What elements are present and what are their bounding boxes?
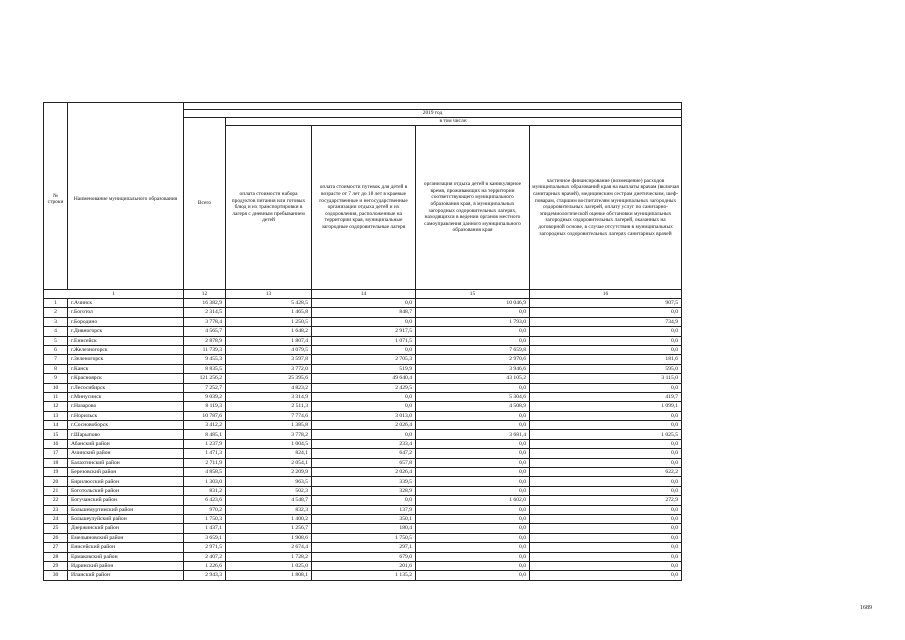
total-value: 3 659,1 <box>184 533 226 542</box>
row-number: 25 <box>44 524 68 533</box>
value-col-14: 350,1 <box>312 514 416 523</box>
value-col-15: 10 046,9 <box>416 299 530 308</box>
table-row <box>44 468 682 477</box>
value-col-14: 0,0 <box>312 317 416 326</box>
value-col-15: 1 602,0 <box>416 496 530 505</box>
value-col-13: 1 465,8 <box>226 308 312 317</box>
row-number: 13 <box>44 411 68 420</box>
table-row <box>44 496 682 505</box>
value-col-13: 1 728,2 <box>226 552 312 561</box>
municipality-name: Большемуртинский район <box>68 505 184 514</box>
value-col-14: 2 026,4 <box>312 421 416 430</box>
total-value: 1 471,3 <box>184 449 226 458</box>
value-col-15: 0,0 <box>416 439 530 448</box>
value-col-15: 0,0 <box>416 486 530 495</box>
municipality-name: г.Зеленогорск <box>68 355 184 364</box>
table-row <box>44 402 682 411</box>
row-number: 23 <box>44 505 68 514</box>
value-col-15: 0,0 <box>416 524 530 533</box>
value-col-16: 0,0 <box>530 421 682 430</box>
col-number-16: 16 <box>530 290 682 299</box>
total-value: 2 711,9 <box>184 458 226 467</box>
municipality-name: Идринский район <box>68 561 184 570</box>
value-col-14: 0,0 <box>312 402 416 411</box>
table-row <box>44 552 682 561</box>
col-number-12: 12 <box>184 290 226 299</box>
total-value: 11 739,3 <box>184 345 226 354</box>
value-col-16: 0,0 <box>530 543 682 552</box>
header-municipality-name: Наименование муниципального образования <box>68 110 184 290</box>
value-col-16: 907,5 <box>530 299 682 308</box>
value-col-13: 7 774,6 <box>226 411 312 420</box>
value-col-15: 0,0 <box>416 336 530 345</box>
table-row <box>44 486 682 495</box>
header-col-16: частичное финансирование (возмещение) расходов муниципальных образований края на выплаты врачам (включая санитарных врачей), медицинским сестрам диетическим, шеф-поварам, старшим воспитателям муниципальных загородных оздоровительных лагерей, оплату услуг по санитарно-эпидемиологической оценке обстановки муниципальных загородных оздоровительных лагерей, оказанных на договорной основе, в случае отсутствия в муниципальных загородных оздоровительных лагерях санитарных врачей <box>530 126 682 290</box>
value-col-13: 3 314,9 <box>226 392 312 401</box>
value-col-13: 4 823,2 <box>226 383 312 392</box>
total-value: 7 252,7 <box>184 383 226 392</box>
value-col-14: 233,4 <box>312 439 416 448</box>
municipality-name: Дзержинский район <box>68 524 184 533</box>
municipality-name: г.Ачинск <box>68 299 184 308</box>
total-value: 1 303,0 <box>184 477 226 486</box>
municipality-name: Емельяновский район <box>68 533 184 542</box>
value-col-16: 0,0 <box>530 552 682 561</box>
value-col-14: 137,9 <box>312 505 416 514</box>
table-row <box>44 571 682 580</box>
header-col-15: организация отдыха детей в каникулярное время, проживающих на территории соответствующего муниципального образования края, в муниципальных загородных оздоровительных лагерях, находящихся в ведении органов местного самоуправления данного муниципального образования края <box>416 126 530 290</box>
value-col-14: 2 705,3 <box>312 355 416 364</box>
value-col-15: 0,0 <box>416 421 530 430</box>
header-col-13: оплата стоимости набора продуктов питания или готовых блюд и их транспортировки в лагеря с дневным пребыванием детей <box>226 126 312 290</box>
value-col-15: 4 508,9 <box>416 402 530 411</box>
total-value: 831,2 <box>184 486 226 495</box>
total-value: 1 237,9 <box>184 439 226 448</box>
value-col-13: 824,1 <box>226 449 312 458</box>
value-col-16: 181,6 <box>530 355 682 364</box>
municipality-name: г.Канск <box>68 364 184 373</box>
row-number: 1 <box>44 299 68 308</box>
header-blank-row <box>44 103 682 110</box>
value-col-14: 657,8 <box>312 458 416 467</box>
table-row <box>44 505 682 514</box>
value-col-16: 0,0 <box>530 439 682 448</box>
value-col-13: 1 807,4 <box>226 336 312 345</box>
municipality-name: г.Железногорск <box>68 345 184 354</box>
value-col-15: 0,0 <box>416 458 530 467</box>
total-value: 2 314,5 <box>184 308 226 317</box>
table-row <box>44 514 682 523</box>
row-number: 2 <box>44 308 68 317</box>
table-row <box>44 308 682 317</box>
value-col-15: 0,0 <box>416 327 530 336</box>
value-col-14: 0,0 <box>312 392 416 401</box>
value-col-14: 49 640,4 <box>312 374 416 383</box>
value-col-13: 1 648,2 <box>226 327 312 336</box>
budget-table <box>43 102 682 581</box>
budget-table-sheet <box>43 102 681 581</box>
row-number: 22 <box>44 496 68 505</box>
value-col-13: 4 548,7 <box>226 496 312 505</box>
table-row <box>44 383 682 392</box>
value-col-16: 595,0 <box>530 364 682 373</box>
table-row <box>44 543 682 552</box>
header-including: в том числе: <box>226 118 682 126</box>
value-col-13: 5 428,5 <box>226 299 312 308</box>
value-col-13: 3 778,2 <box>226 430 312 439</box>
value-col-14: 2 917,5 <box>312 327 416 336</box>
header-column-numbers-row <box>44 290 682 299</box>
value-col-13: 1 250,5 <box>226 317 312 326</box>
municipality-name: Боготольский район <box>68 486 184 495</box>
col-number-15: 15 <box>416 290 530 299</box>
value-col-14: 180,4 <box>312 524 416 533</box>
table-row <box>44 327 682 336</box>
municipality-name: Березовский район <box>68 468 184 477</box>
row-number: 10 <box>44 383 68 392</box>
total-value: 3 412,2 <box>184 421 226 430</box>
total-value: 10 787,6 <box>184 411 226 420</box>
municipality-name: Ермаковский район <box>68 552 184 561</box>
value-col-13: 832,3 <box>226 505 312 514</box>
municipality-name: г.Боготол <box>68 308 184 317</box>
value-col-15: 0,0 <box>416 308 530 317</box>
municipality-name: г.Назарово <box>68 402 184 411</box>
header-col-14: оплата стоимости путевок для детей в возрасте от 7 лет до 18 лет в краевые государственные и негосударственные организации отдыха детей и их оздоровления, расположенные на территории края, муниципальные загородные оздоровительные лагеря <box>312 126 416 290</box>
value-col-15: 0,0 <box>416 505 530 514</box>
municipality-name: г.Сосновоборск <box>68 421 184 430</box>
value-col-14: 2 429,5 <box>312 383 416 392</box>
total-value: 8 119,3 <box>184 402 226 411</box>
row-number: 7 <box>44 355 68 364</box>
value-col-14: 2 026,4 <box>312 468 416 477</box>
municipality-name: Абанский район <box>68 439 184 448</box>
total-value: 9 455,3 <box>184 355 226 364</box>
value-col-13: 1 808,1 <box>226 571 312 580</box>
value-col-14: 0,0 <box>312 345 416 354</box>
header-year: 2019 год <box>184 110 682 118</box>
value-col-15: 7 659,8 <box>416 345 530 354</box>
value-col-16: 0,0 <box>530 383 682 392</box>
municipality-name: г.Дивногорск <box>68 327 184 336</box>
total-value: 1 750,3 <box>184 514 226 523</box>
municipality-name: г.Минусинск <box>68 392 184 401</box>
total-value: 2 878,9 <box>184 336 226 345</box>
table-row <box>44 477 682 486</box>
row-number: 24 <box>44 514 68 523</box>
value-col-15: 0,0 <box>416 477 530 486</box>
value-col-16: 0,0 <box>530 345 682 354</box>
value-col-14: 297,1 <box>312 543 416 552</box>
value-col-16: 0,0 <box>530 477 682 486</box>
header-row-number: № строки <box>44 110 68 290</box>
value-col-14: 328,9 <box>312 486 416 495</box>
row-number: 9 <box>44 374 68 383</box>
total-value: 9 039,2 <box>184 392 226 401</box>
value-col-14: 647,2 <box>312 449 416 458</box>
value-col-16: 0,0 <box>530 505 682 514</box>
row-number: 29 <box>44 561 68 570</box>
value-col-14: 1 750,5 <box>312 533 416 542</box>
value-col-13: 3 597,8 <box>226 355 312 364</box>
municipality-name: г.Шарыпово <box>68 430 184 439</box>
total-value: 4 858,5 <box>184 468 226 477</box>
value-col-13: 4 079,5 <box>226 345 312 354</box>
row-number: 15 <box>44 430 68 439</box>
row-number: 20 <box>44 477 68 486</box>
municipality-name: Бирилюсский район <box>68 477 184 486</box>
row-number: 5 <box>44 336 68 345</box>
value-col-14: 1 135,2 <box>312 571 416 580</box>
value-col-14: 848,7 <box>312 308 416 317</box>
value-col-14: 0,0 <box>312 430 416 439</box>
row-number: 4 <box>44 327 68 336</box>
table-row <box>44 411 682 420</box>
municipality-name: г.Красноярск <box>68 374 184 383</box>
table-row <box>44 336 682 345</box>
municipality-name: Балахтинский район <box>68 458 184 467</box>
page-number: 1689 <box>860 605 872 611</box>
municipality-name: Енисейский район <box>68 543 184 552</box>
municipality-name: Иланский район <box>68 571 184 580</box>
value-col-13: 2 054,1 <box>226 458 312 467</box>
value-col-15: 0,0 <box>416 411 530 420</box>
value-col-16: 3 115,0 <box>530 374 682 383</box>
value-col-16: 0,0 <box>530 561 682 570</box>
row-number: 6 <box>44 345 68 354</box>
value-col-15: 43 105,2 <box>416 374 530 383</box>
value-col-15: 0,0 <box>416 543 530 552</box>
row-number: 27 <box>44 543 68 552</box>
total-value: 970,2 <box>184 505 226 514</box>
total-value: 16 382,9 <box>184 299 226 308</box>
value-col-16: 0,0 <box>530 327 682 336</box>
municipality-name: Богучанский район <box>68 496 184 505</box>
col-number-1: 1 <box>44 290 184 299</box>
value-col-15: 0,0 <box>416 561 530 570</box>
row-number: 17 <box>44 449 68 458</box>
total-value: 121 256,2 <box>184 374 226 383</box>
total-value: 6 423,6 <box>184 496 226 505</box>
row-number: 28 <box>44 552 68 561</box>
value-col-14: 0,0 <box>312 496 416 505</box>
table-row <box>44 299 682 308</box>
municipality-name: Большеулуйский район <box>68 514 184 523</box>
value-col-15: 0,0 <box>416 449 530 458</box>
table-row <box>44 355 682 364</box>
row-number: 18 <box>44 458 68 467</box>
table-row <box>44 345 682 354</box>
total-value: 3 778,4 <box>184 317 226 326</box>
row-number: 16 <box>44 439 68 448</box>
value-col-16: 622,2 <box>530 468 682 477</box>
row-number: 12 <box>44 402 68 411</box>
value-col-16: 0,0 <box>530 533 682 542</box>
table-row <box>44 317 682 326</box>
value-col-15: 3 946,6 <box>416 364 530 373</box>
value-col-14: 519,9 <box>312 364 416 373</box>
total-value: 2 943,3 <box>184 571 226 580</box>
municipality-name: г.Норильск <box>68 411 184 420</box>
municipality-name: г.Енисейск <box>68 336 184 345</box>
value-col-16: 272,9 <box>530 496 682 505</box>
value-col-14: 679,0 <box>312 552 416 561</box>
table-row <box>44 449 682 458</box>
col-number-13: 13 <box>226 290 312 299</box>
total-value: 8 485,1 <box>184 430 226 439</box>
total-value: 1 437,1 <box>184 524 226 533</box>
value-col-15: 2 970,6 <box>416 355 530 364</box>
value-col-15: 5 304,6 <box>416 392 530 401</box>
value-col-16: 1 025,5 <box>530 430 682 439</box>
value-col-16: 0,0 <box>530 411 682 420</box>
value-col-13: 2 674,4 <box>226 543 312 552</box>
value-col-13: 1 400,2 <box>226 514 312 523</box>
value-col-16: 0,0 <box>530 336 682 345</box>
value-col-15: 1 793,0 <box>416 317 530 326</box>
municipality-name: Ачинский район <box>68 449 184 458</box>
total-value: 1 226,6 <box>184 561 226 570</box>
header-year-row <box>44 110 682 118</box>
value-col-16: 0,0 <box>530 308 682 317</box>
value-col-16: 0,0 <box>530 571 682 580</box>
value-col-13: 1 025,0 <box>226 561 312 570</box>
value-col-15: 0,0 <box>416 383 530 392</box>
municipality-name: г.Лесосибирск <box>68 383 184 392</box>
value-col-13: 2 209,9 <box>226 468 312 477</box>
table-row <box>44 364 682 373</box>
table-row <box>44 561 682 570</box>
value-col-13: 3 772,0 <box>226 364 312 373</box>
value-col-16: 0,0 <box>530 486 682 495</box>
value-col-13: 2 511,3 <box>226 402 312 411</box>
value-col-15: 0,0 <box>416 533 530 542</box>
value-col-16: 734,9 <box>530 317 682 326</box>
table-row <box>44 430 682 439</box>
value-col-14: 201,6 <box>312 561 416 570</box>
table-body <box>44 299 682 581</box>
value-col-14: 1 071,5 <box>312 336 416 345</box>
value-col-16: 0,0 <box>530 458 682 467</box>
table-row <box>44 458 682 467</box>
value-col-15: 0,0 <box>416 552 530 561</box>
value-col-13: 1 385,8 <box>226 421 312 430</box>
total-value: 4 565,7 <box>184 327 226 336</box>
value-col-15: 0,0 <box>416 514 530 523</box>
row-number: 8 <box>44 364 68 373</box>
table-row <box>44 392 682 401</box>
value-col-16: 0,0 <box>530 524 682 533</box>
row-number: 14 <box>44 421 68 430</box>
value-col-16: 0,0 <box>530 514 682 523</box>
value-col-13: 1 004,5 <box>226 439 312 448</box>
value-col-16: 1 099,1 <box>530 402 682 411</box>
row-number: 26 <box>44 533 68 542</box>
value-col-13: 502,3 <box>226 486 312 495</box>
row-number: 30 <box>44 571 68 580</box>
value-col-16: 419,7 <box>530 392 682 401</box>
row-number: 3 <box>44 317 68 326</box>
total-value: 8 835,5 <box>184 364 226 373</box>
value-col-14: 0,0 <box>312 299 416 308</box>
table-row <box>44 374 682 383</box>
table-row <box>44 421 682 430</box>
header-total: Всего <box>184 118 226 290</box>
table-row <box>44 533 682 542</box>
total-value: 2 407,2 <box>184 552 226 561</box>
value-col-14: 3 013,0 <box>312 411 416 420</box>
total-value: 2 971,5 <box>184 543 226 552</box>
col-number-14: 14 <box>312 290 416 299</box>
table-row <box>44 524 682 533</box>
value-col-15: 3 681,4 <box>416 430 530 439</box>
value-col-15: 0,0 <box>416 571 530 580</box>
value-col-15: 0,0 <box>416 468 530 477</box>
row-number: 19 <box>44 468 68 477</box>
value-col-13: 1 908,6 <box>226 533 312 542</box>
value-col-13: 963,5 <box>226 477 312 486</box>
row-number: 21 <box>44 486 68 495</box>
row-number: 11 <box>44 392 68 401</box>
municipality-name: г.Бородино <box>68 317 184 326</box>
value-col-13: 25 395,6 <box>226 374 312 383</box>
table-row <box>44 439 682 448</box>
value-col-14: 339,5 <box>312 477 416 486</box>
value-col-16: 0,0 <box>530 449 682 458</box>
value-col-13: 1 256,7 <box>226 524 312 533</box>
